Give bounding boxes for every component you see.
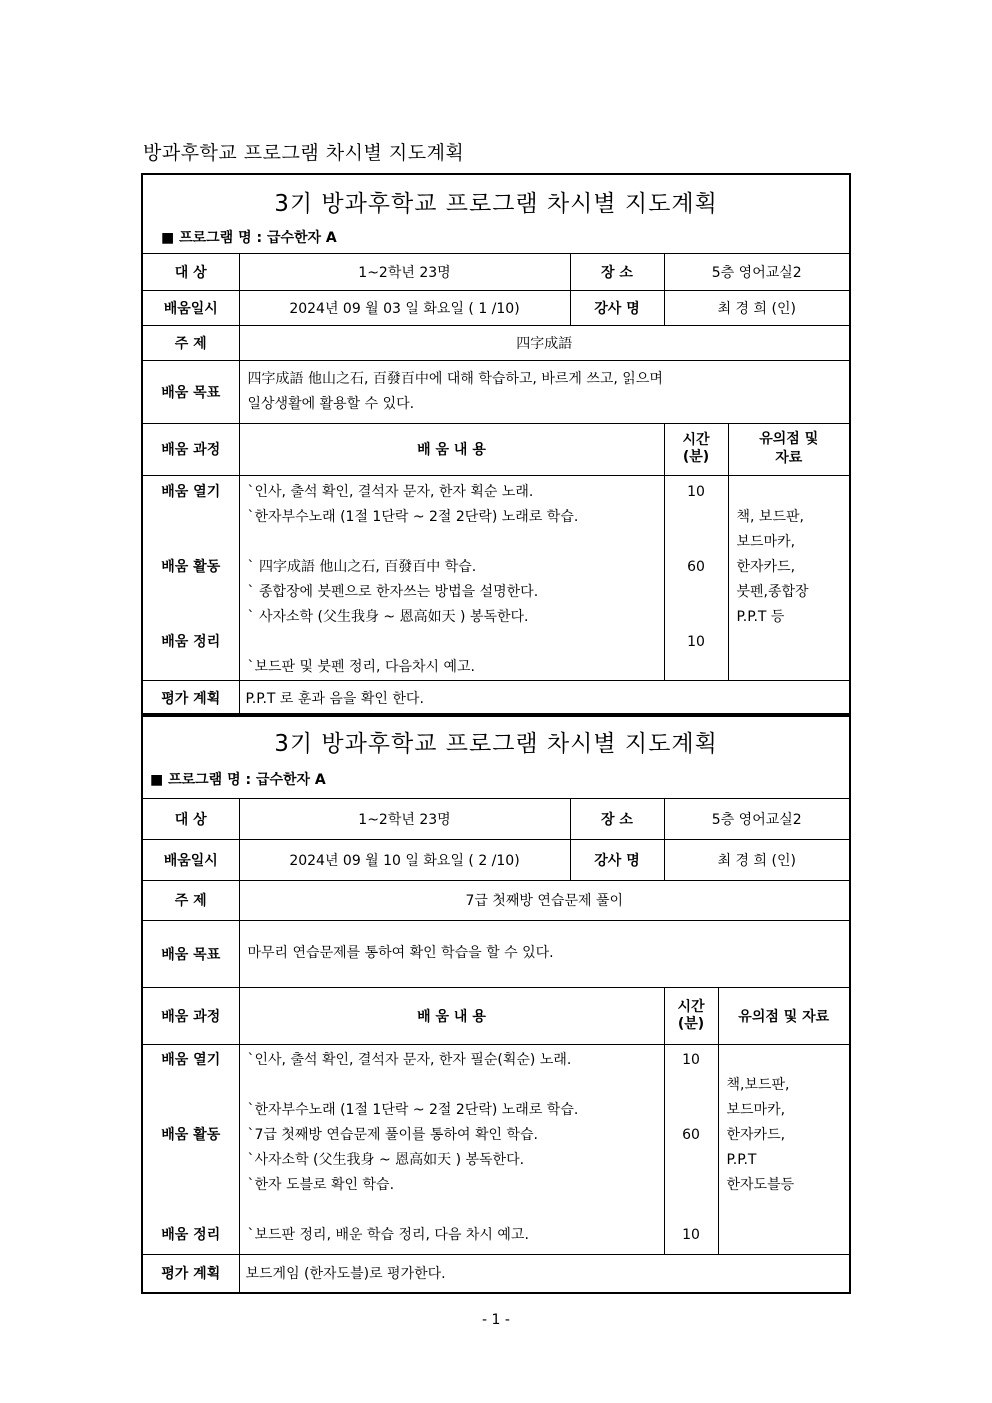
content-line: ` 四字成語 他山之石, 百發百中 학습. [247, 558, 477, 575]
row-topic [143, 880, 849, 920]
time-line [665, 1148, 718, 1173]
goal-value [239, 920, 849, 987]
plan-header [143, 175, 849, 254]
eval-label: 평가 계획 [143, 1254, 239, 1292]
material-line: P.P.T 등 [736, 608, 785, 625]
materials-header [728, 423, 849, 475]
stage-line: 배움 열기 [161, 1051, 221, 1068]
time-line [665, 1098, 718, 1123]
material-line: 한자카드, [736, 558, 796, 575]
row-date [143, 839, 849, 880]
material-line [719, 1048, 850, 1073]
materials-header [718, 987, 849, 1044]
time-line [665, 1198, 718, 1223]
material-line [729, 655, 850, 680]
stage-cell [143, 475, 239, 680]
content-line: `사자소학 (父生我身 ~ 恩高如天 ) 봉독한다. [247, 1151, 525, 1168]
row-content-header [143, 987, 849, 1044]
content-line: ` 사자소학 (父生我身 ~ 恩高如天 ) 봉독한다. [247, 608, 529, 625]
content-line: `인사, 출석 확인, 결석자 문자, 한자 필순(획순) 노래. [247, 1051, 572, 1068]
time-line: 60 [682, 1126, 700, 1143]
time-line [665, 655, 728, 680]
stage-line [143, 1148, 239, 1173]
stage-line [143, 1173, 239, 1198]
topic-value: 7급 첫째방 연습문제 풀이 [239, 880, 849, 920]
content-line: `한자 도블로 확인 학습. [247, 1176, 395, 1193]
materials-cell [728, 475, 849, 680]
row-eval [143, 1254, 849, 1292]
row-content [143, 475, 849, 680]
material-line: 책,보드판, [726, 1076, 790, 1093]
topic-value: 四字成語 [239, 325, 849, 360]
program-name: ■ 프로그램 명 : 급수한자 A [161, 230, 337, 246]
content-line: `보드판 및 붓펜 정리, 다음차시 예고. [247, 658, 475, 675]
materials-header-line1: 유의점 및 [759, 431, 819, 447]
materials-header-line1: 유의점 및 자료 [738, 1008, 830, 1025]
materials-cell [718, 1044, 849, 1254]
materials-header-line2: 자료 [775, 450, 803, 466]
content-line: `7급 첫째방 연습문제 풀이를 통하여 확인 학습. [247, 1126, 538, 1143]
goal-label: 배움 목표 [143, 360, 239, 423]
content-line: ` 종합장에 붓펜으로 한자쓰는 방법을 설명한다. [247, 583, 539, 600]
teacher-label: 강사 명 [570, 290, 664, 325]
material-line: 책, 보드판, [736, 508, 804, 525]
row-target [143, 799, 849, 839]
time-line [665, 605, 728, 630]
date-value: 2024년 09 월 10 일 화요일 ( 2 /10) [239, 839, 570, 880]
goal-label: 배움 목표 [143, 920, 239, 987]
time-cell [664, 1044, 718, 1254]
process-header: 배움 과정 [143, 987, 239, 1044]
place-value: 5층 영어교실2 [664, 254, 849, 290]
time-header-line2: (분) [677, 1015, 705, 1032]
material-line [729, 630, 850, 655]
time-line [665, 1073, 718, 1098]
place-value: 5층 영어교실2 [664, 799, 849, 839]
target-label: 대 상 [143, 254, 239, 290]
content-line [240, 530, 664, 555]
place-label: 장 소 [570, 799, 664, 839]
material-line [729, 480, 850, 505]
topic-label: 주 제 [143, 325, 239, 360]
material-line: 붓펜,종합장 [736, 583, 809, 600]
content-line [240, 1073, 664, 1098]
row-goal [143, 920, 849, 987]
content-header: 배 움 내 용 [239, 423, 664, 475]
row-date [143, 290, 849, 325]
time-line: 10 [682, 1226, 700, 1243]
goal-line: 마무리 연습문제를 통하여 확인 학습을 할 수 있다. [247, 945, 554, 961]
material-line: 한자도블등 [726, 1176, 795, 1193]
time-header-line2: (분) [682, 449, 710, 465]
row-eval [143, 680, 849, 715]
stage-line [143, 1198, 239, 1223]
material-line: 보드마카, [736, 533, 796, 550]
process-header: 배움 과정 [143, 423, 239, 475]
date-label: 배움일시 [143, 290, 239, 325]
time-line: 60 [687, 558, 705, 575]
material-line: 한자카드, [726, 1126, 786, 1143]
material-line [719, 1198, 850, 1223]
topic-label: 주 제 [143, 880, 239, 920]
stage-line: 배움 정리 [161, 633, 221, 650]
time-line [665, 505, 728, 530]
content-line [240, 630, 664, 655]
time-header-line1: 시간 [682, 432, 710, 448]
content-line: `한자부수노래 (1절 1단락 ~ 2절 2단락) 노래로 학습. [247, 1101, 579, 1118]
content-cell [239, 475, 664, 680]
time-header-line1: 시간 [677, 998, 705, 1015]
stage-line: 배움 열기 [161, 483, 221, 500]
stage-line [143, 1098, 239, 1123]
row-target [143, 254, 849, 290]
time-line: 10 [687, 633, 705, 650]
content-line [240, 1198, 664, 1223]
date-label: 배움일시 [143, 839, 239, 880]
target-value: 1~2학년 23명 [239, 799, 570, 839]
stage-line [143, 605, 239, 630]
target-label: 대 상 [143, 799, 239, 839]
teacher-label: 강사 명 [570, 839, 664, 880]
content-header: 배 움 내 용 [239, 987, 664, 1044]
row-goal [143, 360, 849, 423]
plan-table [143, 254, 849, 715]
goal-value [239, 360, 849, 423]
stage-line [143, 655, 239, 680]
teacher-value: 최 경 희 (인) [664, 839, 849, 880]
stage-line: 배움 정리 [161, 1226, 221, 1243]
goal-line: 四字成語 他山之石, 百發百中에 대해 학습하고, 바르게 쓰고, 읽으며 [247, 370, 663, 387]
stage-line [143, 530, 239, 555]
time-cell [664, 475, 728, 680]
page-number: - 1 - [482, 1312, 510, 1328]
material-line [719, 1223, 850, 1248]
stage-cell [143, 1044, 239, 1254]
target-value: 1~2학년 23명 [239, 254, 570, 290]
stage-line: 배움 활동 [161, 1126, 221, 1143]
document-title: 방과후학교 프로그램 차시별 지도계획 [143, 142, 465, 164]
content-line: `인사, 출석 확인, 결석자 문자, 한자 획순 노래. [247, 483, 534, 500]
stage-line: 배움 활동 [161, 558, 221, 575]
material-line: P.P.T [726, 1151, 757, 1168]
time-header [664, 423, 728, 475]
time-header [664, 987, 718, 1044]
row-content [143, 1044, 849, 1254]
program-name: ■ 프로그램 명 : 급수한자 A [150, 772, 326, 788]
time-line: 10 [687, 483, 705, 500]
time-line [665, 1173, 718, 1198]
material-line: 보드마카, [726, 1101, 786, 1118]
time-line: 10 [682, 1051, 700, 1068]
stage-line [143, 580, 239, 605]
eval-label: 평가 계획 [143, 680, 239, 715]
date-value: 2024년 09 월 03 일 화요일 ( 1 /10) [239, 290, 570, 325]
plan-title: 3기 방과후학교 프로그램 차시별 지도계획 [274, 731, 718, 757]
time-line [665, 580, 728, 605]
content-cell [239, 1044, 664, 1254]
content-line: `보드판 정리, 배운 학습 정리, 다음 차시 예고. [247, 1226, 529, 1243]
stage-line [143, 1073, 239, 1098]
row-content-header [143, 423, 849, 475]
plan-header [143, 715, 849, 799]
lesson-plan-2 [141, 713, 851, 1294]
eval-value: P.P.T 로 훈과 음을 확인 한다. [239, 680, 849, 715]
row-topic [143, 325, 849, 360]
plan-title: 3기 방과후학교 프로그램 차시별 지도계획 [274, 191, 718, 217]
time-line [665, 530, 728, 555]
plan-table [143, 799, 849, 1292]
content-line: `한자부수노래 (1절 1단락 ~ 2절 2단락) 노래로 학습. [247, 508, 579, 525]
eval-value: 보드게임 (한자도블)로 평가한다. [239, 1254, 849, 1292]
stage-line [143, 505, 239, 530]
teacher-value: 최 경 희 (인) [664, 290, 849, 325]
place-label: 장 소 [570, 254, 664, 290]
goal-line: 일상생활에 활용할 수 있다. [247, 395, 415, 412]
lesson-plan-1 [141, 173, 851, 717]
